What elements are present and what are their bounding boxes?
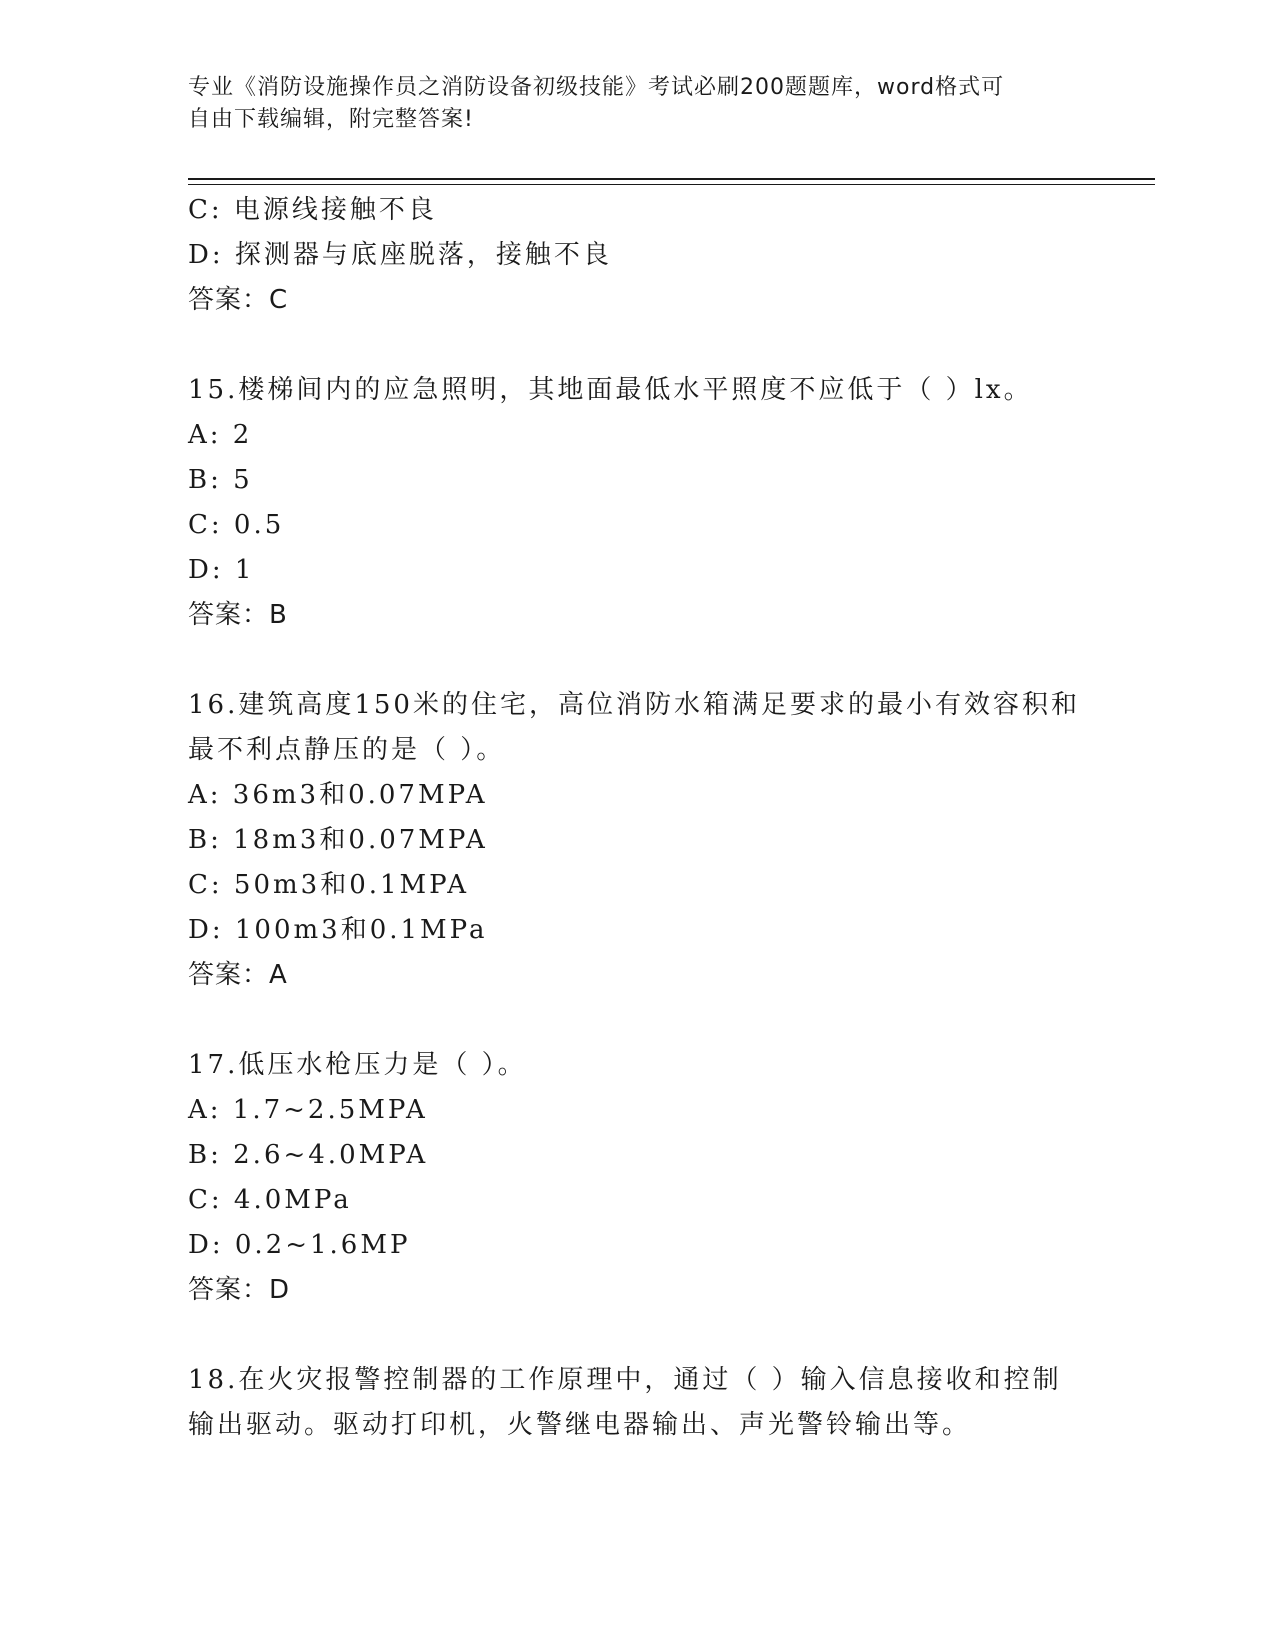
option-c: C: 4.0MPa (188, 1185, 352, 1215)
option-d: D: 0.2~1.6MP (188, 1230, 411, 1260)
option-b: B: 5 (188, 465, 253, 495)
header-divider-thin (188, 184, 1155, 185)
header-title-line-1: 专业《消防设施操作员之消防设备初级技能》考试必刷200题题库，word格式可 (188, 75, 1005, 100)
answer: 答案：D (188, 1275, 291, 1305)
option-b: B: 18m3和0.07MPA (188, 825, 488, 855)
question-text-line-2: 最不利点静压的是（ ）。 (188, 735, 506, 765)
spacer (188, 323, 1088, 368)
question-16 (188, 683, 1088, 998)
question-text-line-1: 18.在火灾报警控制器的工作原理中，通过（ ）输入信息接收和控制 (188, 1365, 1062, 1395)
question-text-line-1: 16.建筑高度150米的住宅，高位消防水箱满足要求的最小有效容积和 (188, 690, 1080, 720)
question-17 (188, 1043, 1088, 1313)
spacer (188, 638, 1088, 683)
option-a: A: 2 (188, 420, 253, 450)
spacer (188, 998, 1088, 1043)
option-b: B: 2.6~4.0MPA (188, 1140, 429, 1170)
header-divider-thick (188, 178, 1155, 180)
option-a: A: 36m3和0.07MPA (188, 780, 488, 810)
answer: 答案：A (188, 960, 288, 990)
spacer (188, 1313, 1088, 1358)
document-body (188, 188, 1088, 1448)
option-a: A: 1.7~2.5MPA (188, 1095, 428, 1125)
answer: 答案：B (188, 600, 288, 630)
question-text: 15.楼梯间内的应急照明，其地面最低水平照度不应低于（ ）lx。 (188, 375, 1033, 405)
option-c: C: 50m3和0.1MPA (188, 870, 470, 900)
page-header (188, 72, 1068, 136)
option-c: C: 电源线接触不良 (188, 195, 437, 225)
question-text-line-2: 输出驱动。驱动打印机，火警继电器输出、声光警铃输出等。 (188, 1410, 972, 1440)
header-title-line-2: 自由下载编辑，附完整答案! (188, 107, 474, 132)
answer: 答案：C (188, 285, 289, 315)
option-d: D: 1 (188, 555, 255, 585)
option-c: C: 0.5 (188, 510, 285, 540)
question-text: 17.低压水枪压力是（ ）。 (188, 1050, 527, 1080)
question-15 (188, 368, 1088, 638)
question-18 (188, 1358, 1088, 1448)
option-d: D: 100m3和0.1MPa (188, 915, 488, 945)
option-d: D: 探测器与底座脱落，接触不良 (188, 240, 612, 270)
